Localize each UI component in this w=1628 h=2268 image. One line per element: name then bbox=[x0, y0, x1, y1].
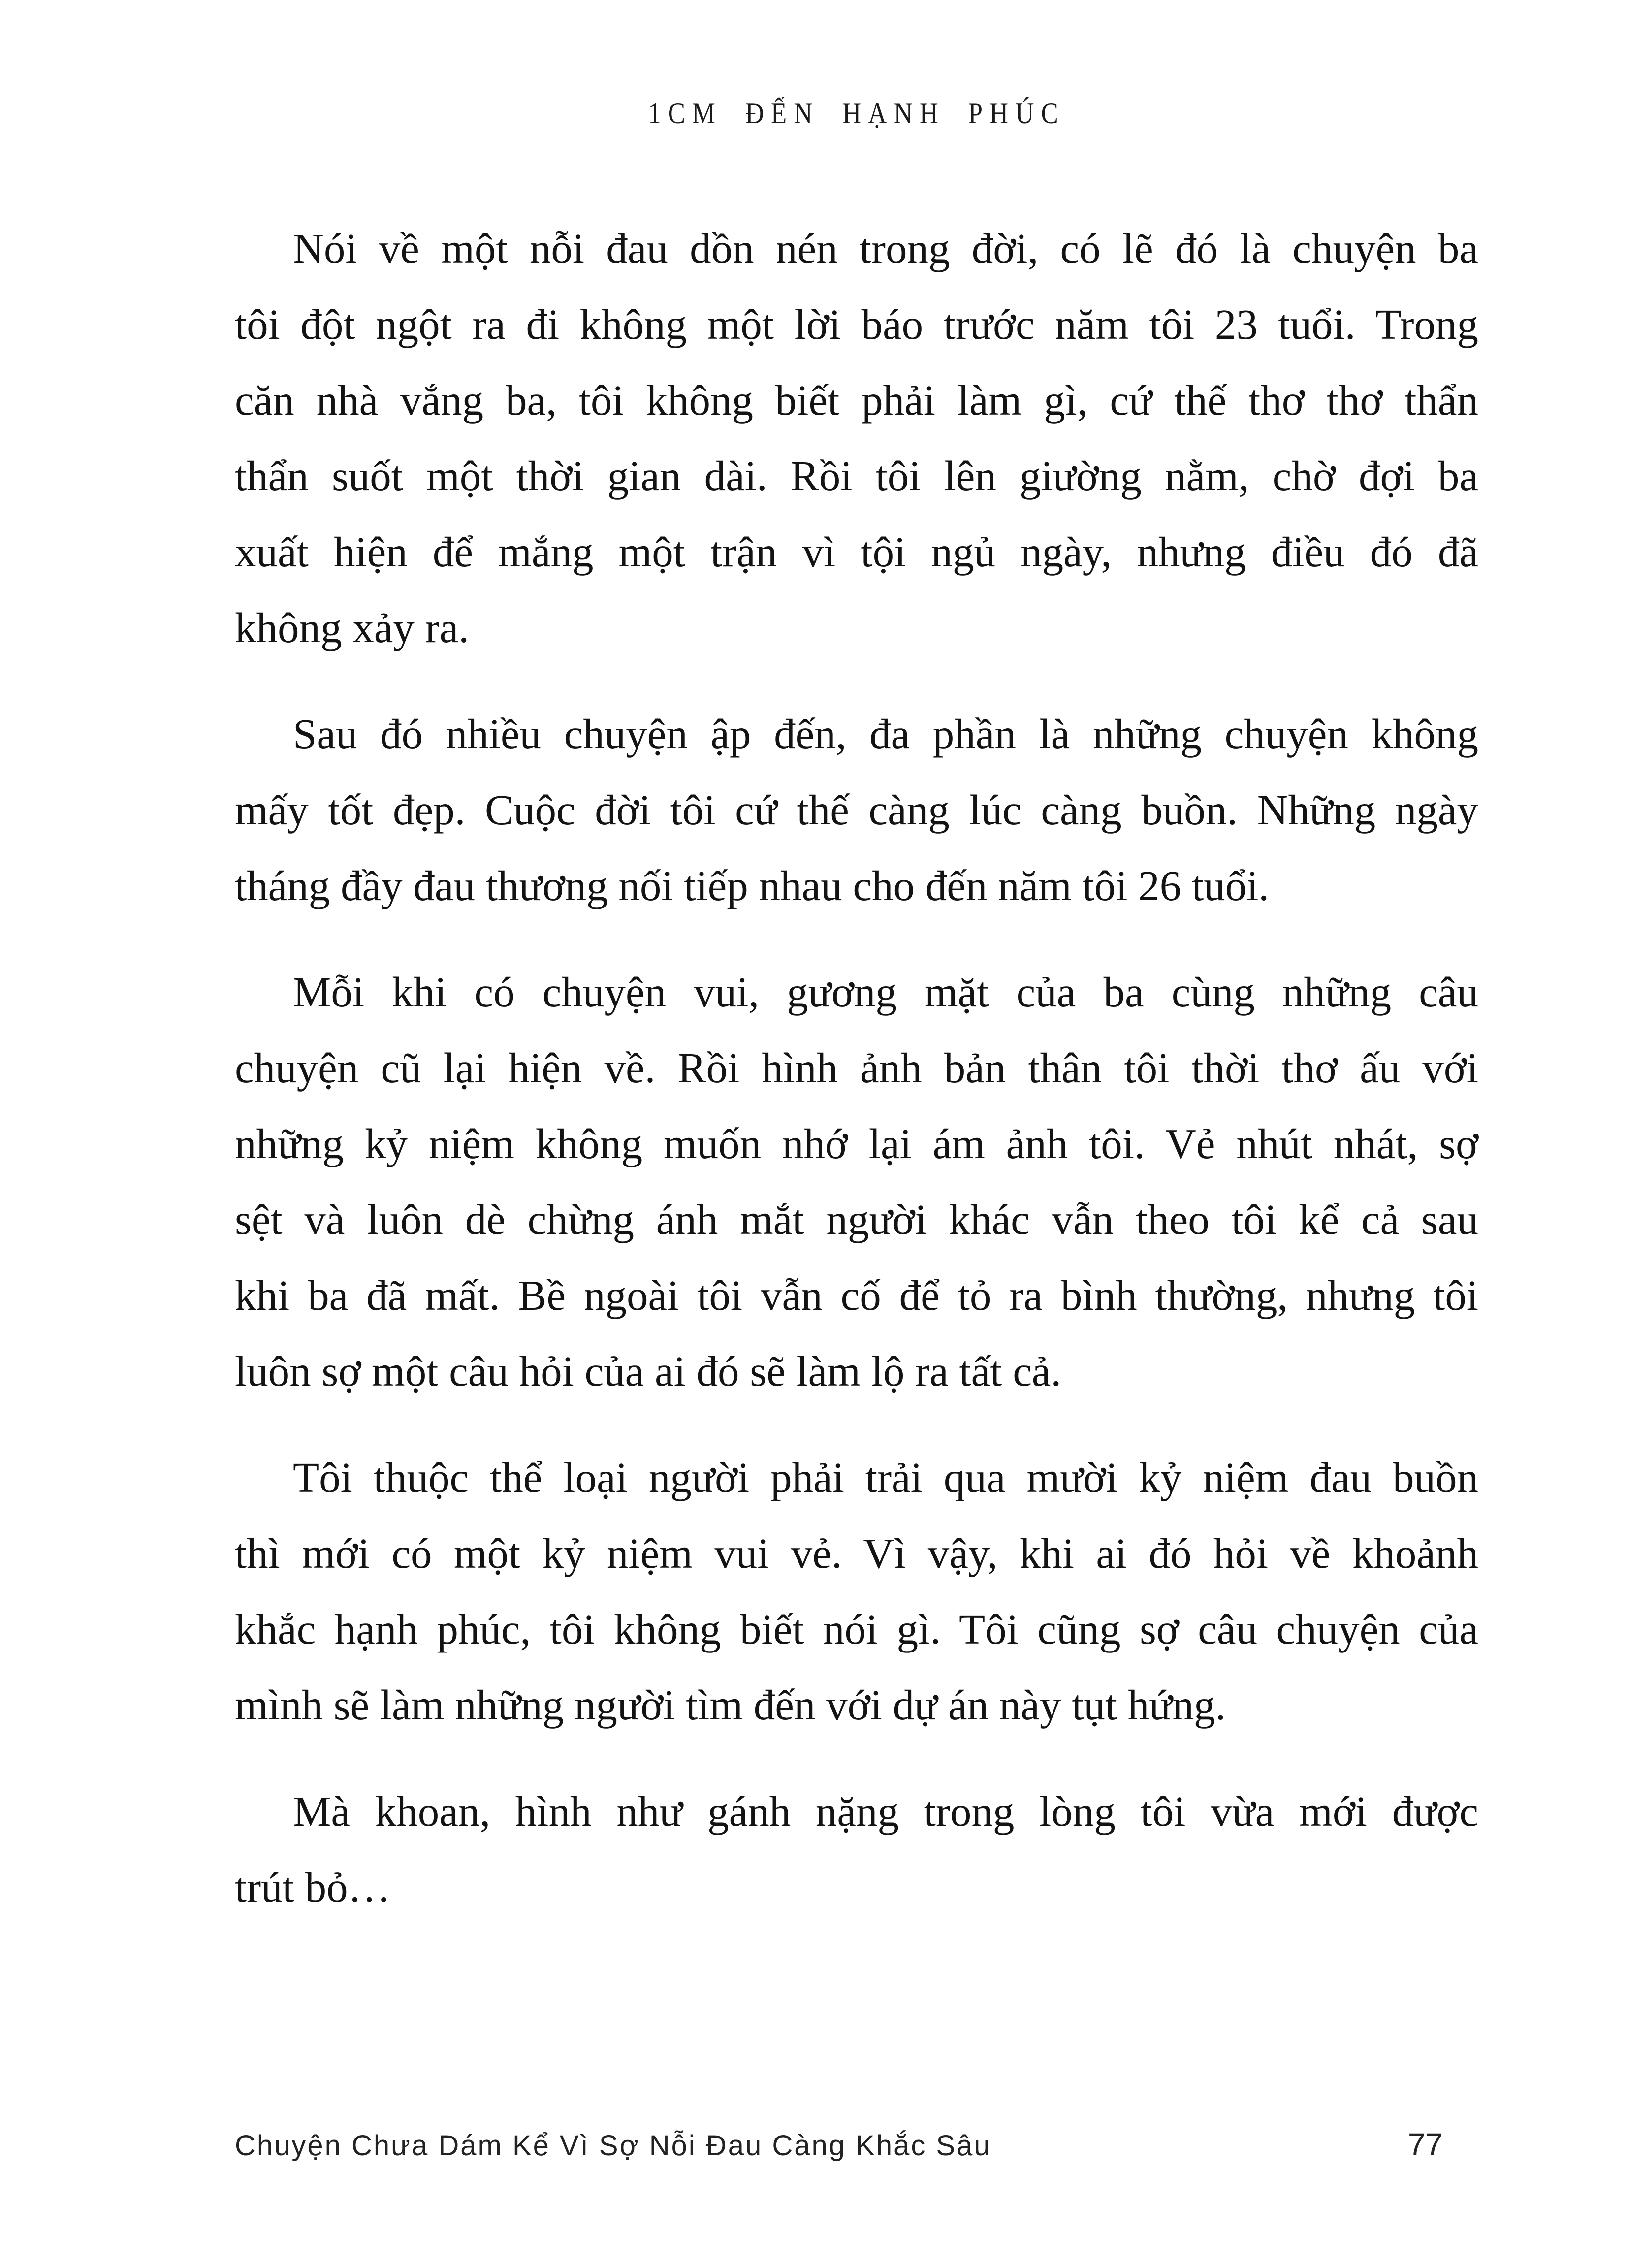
text-line: mấy tốt đẹp. Cuộc đời tôi cứ thế càng lúc càng buồn. Những ngày bbox=[235, 786, 1478, 834]
paragraph bbox=[235, 1440, 1478, 1743]
text-line: Mà khoan, hình như gánh nặng trong lòng tôi vừa mới được bbox=[293, 1787, 1478, 1835]
text-line: thì mới có một kỷ niệm vui vẻ. Vì vậy, khi ai đó hỏi về khoảnh bbox=[235, 1529, 1478, 1577]
text-line: trút bỏ… bbox=[235, 1863, 391, 1911]
page-number: 77 bbox=[1407, 2127, 1443, 2162]
running-header: 1CM ĐẾN HẠNH PHÚC bbox=[648, 97, 1065, 130]
text-line: Nói về một nỗi đau dồn nén trong đời, có lẽ đó là chuyện ba bbox=[293, 225, 1478, 272]
page-footer bbox=[235, 2126, 1478, 2163]
text-line: chuyện cũ lại hiện về. Rồi hình ảnh bản thân tôi thời thơ ấu với bbox=[235, 1044, 1478, 1092]
paragraph bbox=[235, 211, 1478, 666]
text-line: những kỷ niệm không muốn nhớ lại ám ảnh tôi. Vẻ nhút nhát, sợ bbox=[235, 1120, 1478, 1167]
paragraph bbox=[235, 696, 1478, 924]
text-line: không xảy ra. bbox=[235, 604, 469, 651]
text-line: Mỗi khi có chuyện vui, gương mặt của ba cùng những câu bbox=[293, 968, 1478, 1016]
paragraph bbox=[235, 954, 1478, 1409]
paragraph bbox=[235, 1774, 1478, 1925]
footer-chapter-title: Chuyện Chưa Dám Kể Vì Sợ Nỗi Đau Càng Khắc Sâu bbox=[235, 2130, 991, 2162]
body-text bbox=[235, 211, 1478, 1925]
text-line: mình sẽ làm những người tìm đến với dự án này tụt hứng. bbox=[235, 1681, 1226, 1729]
text-line: căn nhà vắng ba, tôi không biết phải làm gì, cứ thế thơ thơ thẩn bbox=[235, 376, 1478, 424]
text-line: sệt và luôn dè chừng ánh mắt người khác vẫn theo tôi kể cả sau bbox=[235, 1196, 1478, 1243]
text-line: Tôi thuộc thể loại người phải trải qua mười kỷ niệm đau buồn bbox=[293, 1454, 1478, 1501]
text-line: tôi đột ngột ra đi không một lời báo trước năm tôi 23 tuổi. Trong bbox=[235, 300, 1478, 348]
text-line: tháng đầy đau thương nối tiếp nhau cho đến năm tôi 26 tuổi. bbox=[235, 862, 1270, 909]
text-line: xuất hiện để mắng một trận vì tội ngủ ngày, nhưng điều đó đã bbox=[235, 528, 1478, 576]
text-line: thẩn suốt một thời gian dài. Rồi tôi lên giường nằm, chờ đợi ba bbox=[235, 452, 1478, 500]
text-line: khi ba đã mất. Bề ngoài tôi vẫn cố để tỏ ra bình thường, nhưng tôi bbox=[235, 1271, 1478, 1319]
text-line: luôn sợ một câu hỏi của ai đó sẽ làm lộ ra tất cả. bbox=[235, 1347, 1062, 1395]
text-line: Sau đó nhiều chuyện ập đến, đa phần là những chuyện không bbox=[293, 710, 1478, 758]
text-line: khắc hạnh phúc, tôi không biết nói gì. Tôi cũng sợ câu chuyện của bbox=[235, 1605, 1478, 1653]
